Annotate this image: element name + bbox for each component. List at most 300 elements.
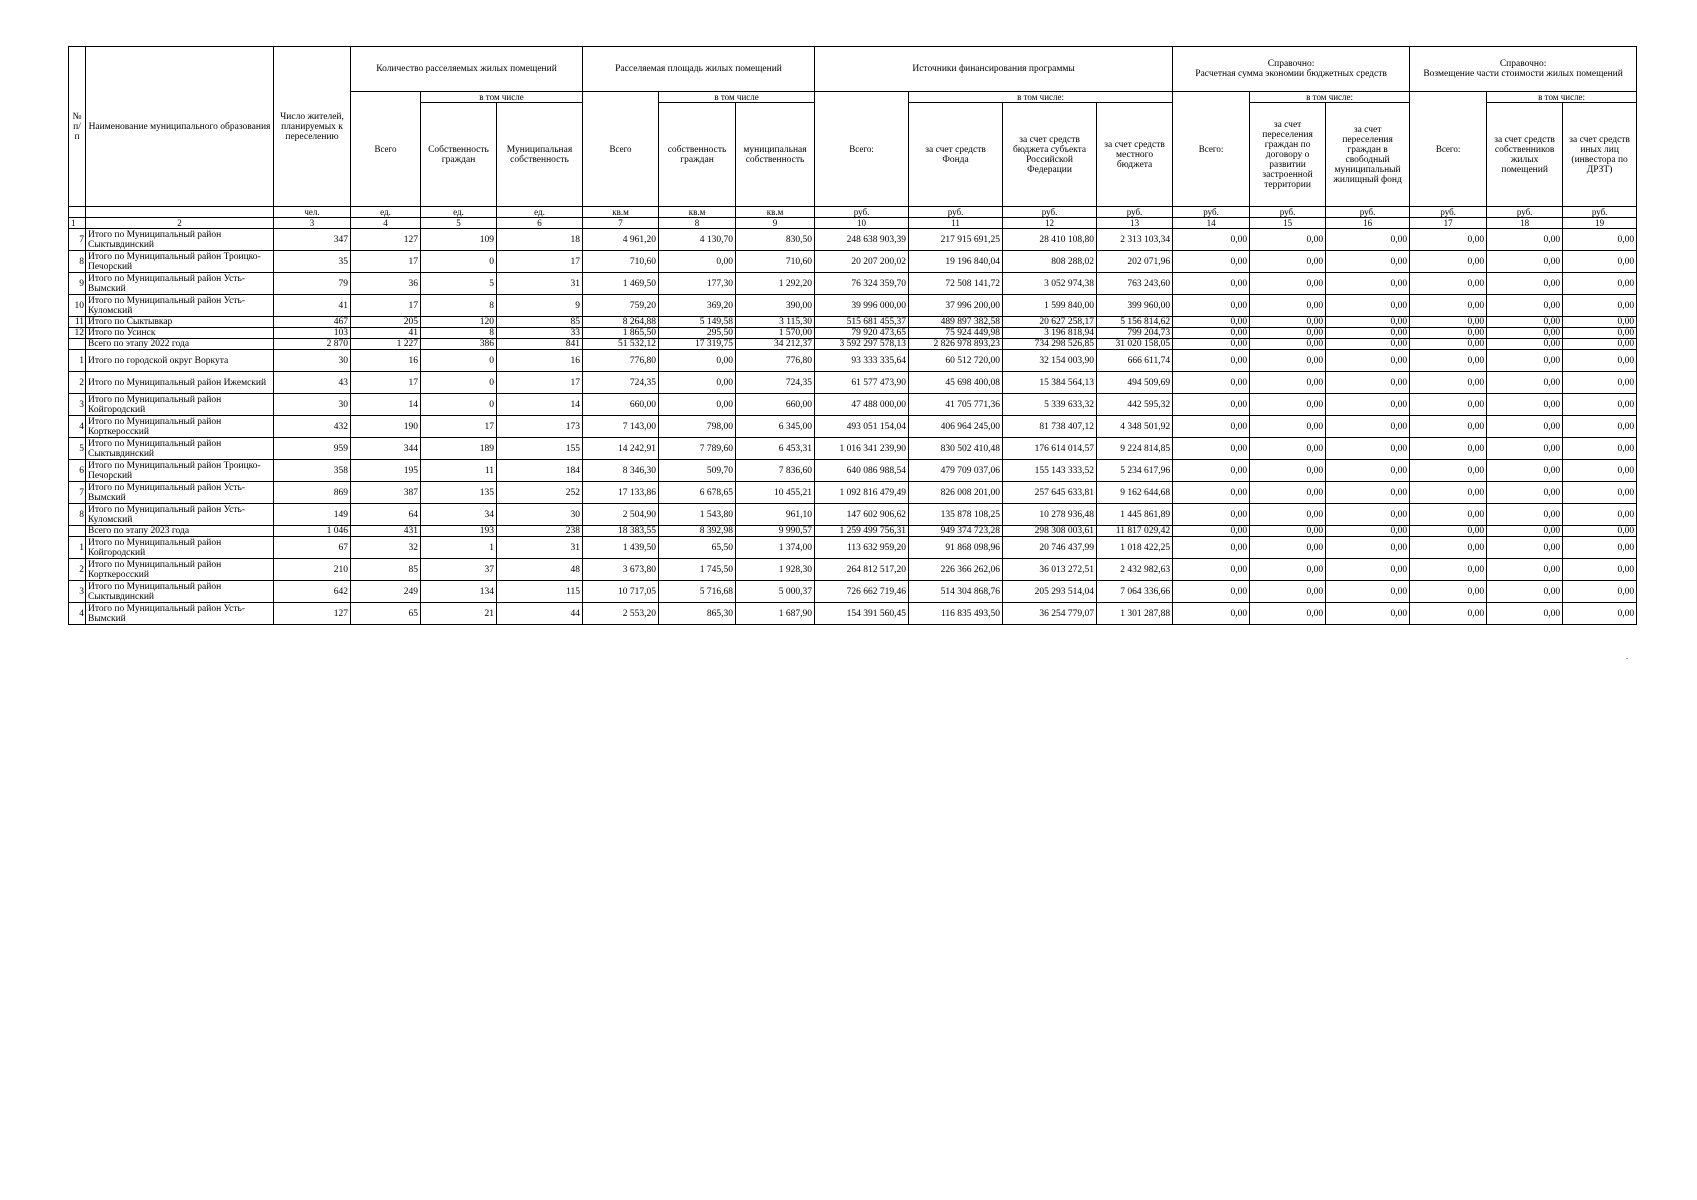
value-cell: 390,00: [736, 295, 815, 317]
value-cell: 0,00: [1326, 537, 1410, 559]
header-comp-others: за счет средств иных лиц (инвестора по ДРЗТ): [1563, 103, 1637, 207]
value-cell: 0,00: [1250, 339, 1326, 350]
table-row: [69, 295, 1637, 317]
value-cell: 8: [421, 295, 497, 317]
value-cell: 710,60: [583, 251, 659, 273]
value-cell: 1 599 840,00: [1003, 295, 1097, 317]
value-cell: 64: [351, 504, 421, 526]
resettlement-program-table: [68, 46, 1637, 625]
table-row: [69, 482, 1637, 504]
value-cell: 127: [351, 229, 421, 251]
value-cell: 79: [274, 273, 351, 295]
column-number-cell: 11: [909, 218, 1003, 229]
value-cell: 0,00: [1326, 394, 1410, 416]
table-row: [69, 603, 1637, 625]
value-cell: 1 543,80: [659, 504, 736, 526]
value-cell: 0,00: [1410, 460, 1487, 482]
value-cell: 0,00: [1563, 229, 1637, 251]
row-number: 8: [69, 504, 86, 526]
value-cell: 36: [351, 273, 421, 295]
value-cell: 30: [274, 394, 351, 416]
value-cell: 0,00: [1487, 460, 1563, 482]
value-cell: 640 086 988,54: [815, 460, 909, 482]
value-cell: 8 264,88: [583, 317, 659, 328]
value-cell: 0,00: [1250, 581, 1326, 603]
row-number: 6: [69, 460, 86, 482]
value-cell: 60 512 720,00: [909, 350, 1003, 372]
value-cell: 0,00: [1410, 504, 1487, 526]
value-cell: 0,00: [1326, 504, 1410, 526]
value-cell: 0,00: [1563, 317, 1637, 328]
value-cell: 0,00: [1173, 317, 1250, 328]
value-cell: 1 687,90: [736, 603, 815, 625]
municipality-name: Итого по Муниципальный район Усть-Вымский: [86, 482, 274, 504]
header-group-economy: Справочно: Расчетная сумма экономии бюджетных средств: [1173, 47, 1410, 92]
value-cell: 0: [421, 350, 497, 372]
column-number-cell: 8: [659, 218, 736, 229]
value-cell: 0,00: [1173, 328, 1250, 339]
value-cell: 9 990,57: [736, 526, 815, 537]
value-cell: 32: [351, 537, 421, 559]
value-cell: 841: [497, 339, 583, 350]
value-cell: 113 632 959,20: [815, 537, 909, 559]
value-cell: 9 224 814,85: [1097, 438, 1173, 460]
unit-cell: руб.: [1410, 207, 1487, 218]
value-cell: 1 016 341 239,90: [815, 438, 909, 460]
value-cell: 7 143,00: [583, 416, 659, 438]
value-cell: 17 319,75: [659, 339, 736, 350]
value-cell: 0,00: [1250, 328, 1326, 339]
value-cell: 0,00: [1487, 229, 1563, 251]
value-cell: 0,00: [1487, 394, 1563, 416]
value-cell: 3 196 818,94: [1003, 328, 1097, 339]
value-cell: 0,00: [1250, 482, 1326, 504]
value-cell: 51 532,12: [583, 339, 659, 350]
municipality-name: Итого по Усинск: [86, 328, 274, 339]
value-cell: 826 008 201,00: [909, 482, 1003, 504]
value-cell: 0,00: [1250, 526, 1326, 537]
value-cell: 5 000,37: [736, 581, 815, 603]
value-cell: 32 154 003,90: [1003, 350, 1097, 372]
value-cell: 0,00: [1326, 438, 1410, 460]
value-cell: 264 812 517,20: [815, 559, 909, 581]
value-cell: 37: [421, 559, 497, 581]
value-cell: 0,00: [1173, 438, 1250, 460]
value-cell: 724,35: [736, 372, 815, 394]
value-cell: 10 717,05: [583, 581, 659, 603]
value-cell: 0,00: [1487, 416, 1563, 438]
value-cell: 8 346,30: [583, 460, 659, 482]
value-cell: 184: [497, 460, 583, 482]
value-cell: 0,00: [1563, 350, 1637, 372]
unit-cell: руб.: [1250, 207, 1326, 218]
value-cell: 0,00: [1173, 537, 1250, 559]
municipality-name: Итого по Муниципальный район Сыктывдинский: [86, 229, 274, 251]
municipality-name: Итого по Муниципальный район Корткеросский: [86, 416, 274, 438]
column-number-cell: 19: [1563, 218, 1637, 229]
value-cell: 479 709 037,06: [909, 460, 1003, 482]
value-cell: 1 018 422,25: [1097, 537, 1173, 559]
value-cell: 344: [351, 438, 421, 460]
value-cell: 0,00: [1173, 504, 1250, 526]
row-number: 4: [69, 603, 86, 625]
value-cell: 238: [497, 526, 583, 537]
value-cell: 17: [351, 295, 421, 317]
value-cell: 0: [421, 394, 497, 416]
value-cell: 7 789,60: [659, 438, 736, 460]
value-cell: 48: [497, 559, 583, 581]
header-comp-total: Всего:: [1410, 92, 1487, 207]
value-cell: 2 504,90: [583, 504, 659, 526]
value-cell: 515 681 455,37: [815, 317, 909, 328]
value-cell: 959: [274, 438, 351, 460]
value-cell: 0,00: [1326, 251, 1410, 273]
header-area-total: Всего: [583, 92, 659, 207]
value-cell: 149: [274, 504, 351, 526]
row-number: 5: [69, 438, 86, 460]
value-cell: 0,00: [1410, 559, 1487, 581]
unit-cell: руб.: [1326, 207, 1410, 218]
value-cell: 17: [497, 251, 583, 273]
row-number: 1: [69, 350, 86, 372]
value-cell: 0,00: [1487, 251, 1563, 273]
value-cell: 257 645 633,81: [1003, 482, 1097, 504]
value-cell: 0,00: [659, 251, 736, 273]
value-cell: 81 738 407,12: [1003, 416, 1097, 438]
value-cell: 0,00: [1250, 416, 1326, 438]
header-econ-incl: в том числе:: [1250, 92, 1410, 103]
value-cell: 31: [497, 273, 583, 295]
value-cell: 33: [497, 328, 583, 339]
value-cell: 72 508 141,72: [909, 273, 1003, 295]
value-cell: 387: [351, 482, 421, 504]
value-cell: 0,00: [1563, 339, 1637, 350]
column-number-cell: 17: [1410, 218, 1487, 229]
value-cell: 386: [421, 339, 497, 350]
value-cell: 252: [497, 482, 583, 504]
value-cell: 19 196 840,04: [909, 251, 1003, 273]
value-cell: 776,80: [736, 350, 815, 372]
value-cell: 0,00: [1326, 317, 1410, 328]
value-cell: 195: [351, 460, 421, 482]
value-cell: 85: [351, 559, 421, 581]
value-cell: 0,00: [1487, 581, 1563, 603]
value-cell: 0,00: [1326, 416, 1410, 438]
value-cell: 0,00: [1326, 350, 1410, 372]
row-number: 10: [69, 295, 86, 317]
value-cell: 0,00: [1487, 295, 1563, 317]
value-cell: 2 826 978 893,23: [909, 339, 1003, 350]
value-cell: 724,35: [583, 372, 659, 394]
municipality-name: Всего по этапу 2022 года: [86, 339, 274, 350]
value-cell: 0,00: [1326, 482, 1410, 504]
value-cell: 6 678,65: [659, 482, 736, 504]
header-econ-total: Всего:: [1173, 92, 1250, 207]
row-number: 7: [69, 229, 86, 251]
value-cell: 0,00: [1173, 460, 1250, 482]
municipality-name: Итого по Муниципальный район Троицко-Печорский: [86, 251, 274, 273]
value-cell: 16: [351, 350, 421, 372]
row-number: 4: [69, 416, 86, 438]
value-cell: 2 313 103,34: [1097, 229, 1173, 251]
value-cell: 190: [351, 416, 421, 438]
value-cell: 205 293 514,04: [1003, 581, 1097, 603]
municipality-name: Итого по Муниципальный район Корткеросский: [86, 559, 274, 581]
value-cell: 0,00: [1173, 339, 1250, 350]
value-cell: 0,00: [1250, 460, 1326, 482]
row-number: 8: [69, 251, 86, 273]
value-cell: 514 304 868,76: [909, 581, 1003, 603]
value-cell: 1 745,50: [659, 559, 736, 581]
value-cell: 0,00: [1487, 559, 1563, 581]
value-cell: 734 298 526,85: [1003, 339, 1097, 350]
value-cell: 3 673,80: [583, 559, 659, 581]
value-cell: 0,00: [1326, 229, 1410, 251]
value-cell: 0,00: [1326, 339, 1410, 350]
value-cell: 0,00: [1410, 229, 1487, 251]
header-econ-dev: за счет переселения граждан по договору о развитии застроенной территории: [1250, 103, 1326, 207]
municipality-name: Итого по Муниципальный район Усть-Куломский: [86, 295, 274, 317]
value-cell: 17: [351, 251, 421, 273]
header-area-municipal: муниципальная собственность: [736, 103, 815, 207]
unit-cell: руб.: [1097, 207, 1173, 218]
value-cell: 109: [421, 229, 497, 251]
value-cell: 4 130,70: [659, 229, 736, 251]
municipality-name: Итого по городской округ Воркута: [86, 350, 274, 372]
value-cell: 0,00: [1563, 438, 1637, 460]
value-cell: 0,00: [1563, 416, 1637, 438]
unit-cell: кв.м: [736, 207, 815, 218]
value-cell: 0,00: [1326, 581, 1410, 603]
value-cell: 1 865,50: [583, 328, 659, 339]
header-econ-free: за счет переселения граждан в свободный муниципальный жилищный фонд: [1326, 103, 1410, 207]
value-cell: 34 212,37: [736, 339, 815, 350]
municipality-name: Итого по Муниципальный район Усть-Вымский: [86, 273, 274, 295]
value-cell: 5 156 814,62: [1097, 317, 1173, 328]
value-cell: 1 469,50: [583, 273, 659, 295]
value-cell: 0,00: [1173, 350, 1250, 372]
unit-cell: руб.: [1173, 207, 1250, 218]
value-cell: 0,00: [1326, 526, 1410, 537]
table-row: [69, 317, 1637, 328]
value-cell: 41: [274, 295, 351, 317]
value-cell: 0,00: [1410, 416, 1487, 438]
value-cell: 135 878 108,25: [909, 504, 1003, 526]
value-cell: 0,00: [1250, 603, 1326, 625]
value-cell: 0,00: [1563, 526, 1637, 537]
value-cell: 20 627 258,17: [1003, 317, 1097, 328]
value-cell: 0,00: [1173, 372, 1250, 394]
value-cell: 0: [421, 251, 497, 273]
value-cell: 61 577 473,90: [815, 372, 909, 394]
row-number: [69, 526, 86, 537]
value-cell: 0,00: [1250, 229, 1326, 251]
value-cell: 298 308 003,61: [1003, 526, 1097, 537]
value-cell: 0,00: [1563, 273, 1637, 295]
unit-cell: кв.м: [659, 207, 736, 218]
column-number-cell: 4: [351, 218, 421, 229]
value-cell: 5 234 617,96: [1097, 460, 1173, 482]
value-cell: 10 455,21: [736, 482, 815, 504]
table-row: [69, 273, 1637, 295]
value-cell: 3 052 974,38: [1003, 273, 1097, 295]
municipality-name: Итого по Муниципальный район Койгородский: [86, 394, 274, 416]
column-number-cell: 2: [86, 218, 274, 229]
column-number-cell: 9: [736, 218, 815, 229]
column-number-cell: 15: [1250, 218, 1326, 229]
value-cell: 9: [497, 295, 583, 317]
table-row: [69, 394, 1637, 416]
value-cell: 0,00: [1173, 482, 1250, 504]
column-number-cell: 7: [583, 218, 659, 229]
row-number: [69, 339, 86, 350]
value-cell: 0,00: [1563, 504, 1637, 526]
value-cell: 17 133,86: [583, 482, 659, 504]
value-cell: 154 391 560,45: [815, 603, 909, 625]
value-cell: 0,00: [1487, 372, 1563, 394]
value-cell: 39 996 000,00: [815, 295, 909, 317]
table-body: [69, 229, 1637, 625]
row-number: 9: [69, 273, 86, 295]
value-cell: 431: [351, 526, 421, 537]
value-cell: 0,00: [1326, 295, 1410, 317]
value-cell: 0,00: [1326, 460, 1410, 482]
row-number: 3: [69, 581, 86, 603]
header-group-area: Расселяемая площадь жилых помещений: [583, 47, 815, 92]
header-group-financing: Источники финансирования программы: [815, 47, 1173, 92]
value-cell: 0,00: [659, 350, 736, 372]
value-cell: 0,00: [1250, 438, 1326, 460]
value-cell: 5: [421, 273, 497, 295]
value-cell: 0,00: [1250, 559, 1326, 581]
value-cell: 36 013 272,51: [1003, 559, 1097, 581]
unit-cell: руб.: [1563, 207, 1637, 218]
value-cell: 808 288,02: [1003, 251, 1097, 273]
value-cell: 432: [274, 416, 351, 438]
value-cell: 0,00: [1410, 295, 1487, 317]
value-cell: 147 602 906,62: [815, 504, 909, 526]
value-cell: 35: [274, 251, 351, 273]
value-cell: 961,10: [736, 504, 815, 526]
header-comp-owners: за счет средств собственников жилых помещений: [1487, 103, 1563, 207]
value-cell: 7 836,60: [736, 460, 815, 482]
value-cell: 0,00: [1563, 581, 1637, 603]
table-row: [69, 537, 1637, 559]
column-number-cell: 10: [815, 218, 909, 229]
value-cell: 37 996 200,00: [909, 295, 1003, 317]
value-cell: 1 292,20: [736, 273, 815, 295]
value-cell: 1 928,30: [736, 559, 815, 581]
value-cell: 660,00: [583, 394, 659, 416]
table-row: [69, 350, 1637, 372]
value-cell: 642: [274, 581, 351, 603]
row-number: 1: [69, 537, 86, 559]
value-cell: 0,00: [1563, 537, 1637, 559]
value-cell: 116 835 493,50: [909, 603, 1003, 625]
header-fin-total: Всего:: [815, 92, 909, 207]
value-cell: 17: [421, 416, 497, 438]
header-municipality: Наименование муниципального образования: [86, 47, 274, 207]
value-cell: 4 961,20: [583, 229, 659, 251]
value-cell: 0,00: [1487, 537, 1563, 559]
value-cell: 467: [274, 317, 351, 328]
value-cell: 660,00: [736, 394, 815, 416]
units-row: [69, 207, 1637, 218]
value-cell: 1 046: [274, 526, 351, 537]
value-cell: 0,00: [1410, 273, 1487, 295]
value-cell: 0,00: [1410, 328, 1487, 339]
value-cell: 0,00: [1487, 339, 1563, 350]
value-cell: 120: [421, 317, 497, 328]
value-cell: 41: [351, 328, 421, 339]
value-cell: 0,00: [1326, 372, 1410, 394]
value-cell: 0,00: [1563, 328, 1637, 339]
value-cell: 0,00: [1487, 526, 1563, 537]
value-cell: 0,00: [659, 394, 736, 416]
value-cell: 830,50: [736, 229, 815, 251]
value-cell: 28 410 108,80: [1003, 229, 1097, 251]
value-cell: 8: [421, 328, 497, 339]
value-cell: 0,00: [1487, 350, 1563, 372]
value-cell: 31 020 158,05: [1097, 339, 1173, 350]
value-cell: 9 162 644,68: [1097, 482, 1173, 504]
value-cell: 0,00: [1563, 295, 1637, 317]
value-cell: 5 716,68: [659, 581, 736, 603]
municipality-name: Итого по Муниципальный район Сыктывдинский: [86, 438, 274, 460]
unit-cell: ед.: [497, 207, 583, 218]
value-cell: 0,00: [1173, 526, 1250, 537]
header-count-own: Собственность граждан: [421, 103, 497, 207]
value-cell: 0,00: [1250, 537, 1326, 559]
value-cell: 2 432 982,63: [1097, 559, 1173, 581]
value-cell: 0,00: [1563, 251, 1637, 273]
value-cell: 442 595,32: [1097, 394, 1173, 416]
value-cell: 1 439,50: [583, 537, 659, 559]
value-cell: 210: [274, 559, 351, 581]
value-cell: 776,80: [583, 350, 659, 372]
table-row: [69, 559, 1637, 581]
value-cell: 47 488 000,00: [815, 394, 909, 416]
value-cell: 6 453,31: [736, 438, 815, 460]
value-cell: 20 746 437,99: [1003, 537, 1097, 559]
value-cell: 0,00: [1410, 537, 1487, 559]
column-number-cell: 13: [1097, 218, 1173, 229]
value-cell: 65,50: [659, 537, 736, 559]
value-cell: 16: [497, 350, 583, 372]
value-cell: 3 115,30: [736, 317, 815, 328]
value-cell: 406 964 245,00: [909, 416, 1003, 438]
table-row: [69, 460, 1637, 482]
row-number: 2: [69, 559, 86, 581]
table-row: [69, 504, 1637, 526]
value-cell: 1 570,00: [736, 328, 815, 339]
table-row: [69, 438, 1637, 460]
value-cell: 1 445 861,89: [1097, 504, 1173, 526]
header-fin-subject: за счет средств бюджета субъекта Российской Федерации: [1003, 103, 1097, 207]
value-cell: 134: [421, 581, 497, 603]
value-cell: 0,00: [1487, 273, 1563, 295]
municipality-name: Итого по Муниципальный район Койгородский: [86, 537, 274, 559]
header-area-incl: в том числе: [659, 92, 815, 103]
value-cell: 31: [497, 537, 583, 559]
column-number-cell: 14: [1173, 218, 1250, 229]
value-cell: 10 278 936,48: [1003, 504, 1097, 526]
unit-cell: кв.м: [583, 207, 659, 218]
value-cell: 249: [351, 581, 421, 603]
value-cell: 0,00: [1250, 504, 1326, 526]
value-cell: 295,50: [659, 328, 736, 339]
value-cell: 75 924 449,98: [909, 328, 1003, 339]
